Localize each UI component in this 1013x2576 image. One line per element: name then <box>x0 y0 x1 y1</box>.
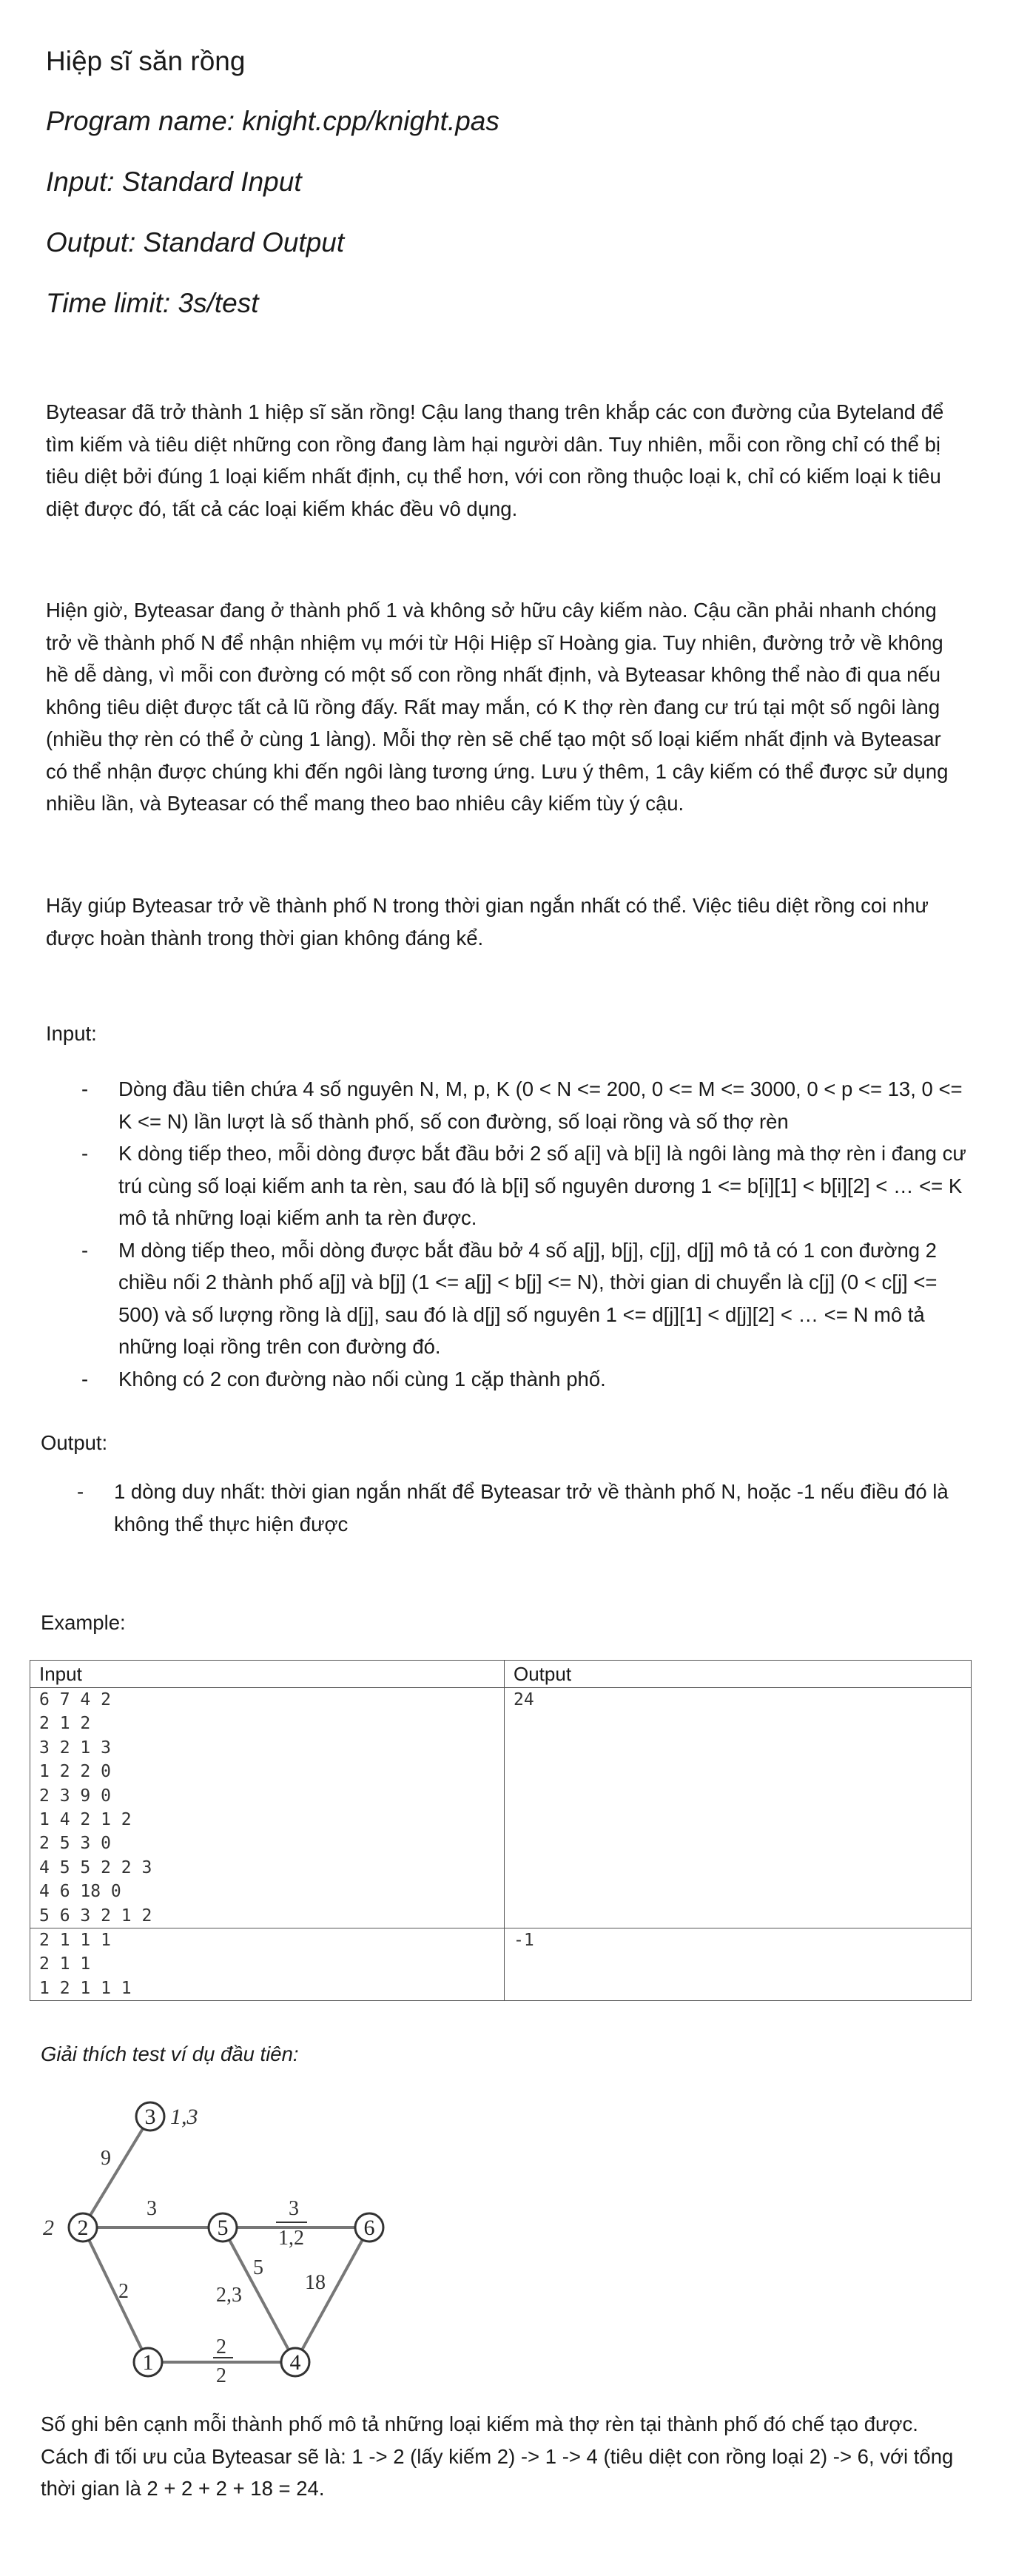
statement-paragraph-1: Byteasar đã trở thành 1 hiệp sĩ săn rồng! Cậu lang thang trên khắp các con đường của Byteland để tìm kiếm và tiêu diệt những con rồng đang làm hại người dân. Tuy nhiên, mỗi con rồng chỉ có thể bị tiêu diệt bởi đúng 1 loại kiếm nhất định, cụ thể hơn, với con rồng thuộc loại k, chỉ có kiếm loại k tiêu diệt được đó, tất cả các loại kiếm khác đều vô dụng. <box>46 400 944 520</box>
table-header-row <box>30 1661 972 1688</box>
table-row <box>30 1928 972 2001</box>
edge-time-label: 3 <box>147 2197 157 2220</box>
edge-dragon-label: 1,2 <box>278 2227 304 2250</box>
time-limit: Time limit: 3s/test <box>46 288 259 318</box>
sword-types-node-3: 1,3 <box>170 2105 198 2129</box>
input-item: - M dòng tiếp theo, mỗi dòng được bắt đầu bở 4 số a[j], b[j], c[j], d[j] mô tả có 1 con đường 2 chiều nối 2 thành phố a[j] và b[j] (1 <= a[j] < b[j] <= N), thời gian di chuyển là c[j] (0 < c[j] <= 500) và số lượng rồng là d[j], sau đó là d[j] số nguyên 1 <= d[j][1] < d[j][2] < … <= N mô tả những loại rồng trên con đường đó. <box>81 1234 968 1363</box>
output-column-header: Output <box>505 1661 972 1688</box>
example-input-cell: 6 7 4 2 2 1 2 3 2 1 3 1 2 2 0 2 3 9 0 1 4 2 1 2 2 5 3 0 4 5 5 2 2 3 4 6 18 0 5 6 3 2 1 2 <box>30 1688 505 1928</box>
node-label: 3 <box>144 2105 156 2129</box>
edge-time-label: 2 <box>216 2335 226 2358</box>
explanation-caption: Giải thích test ví dụ đầu tiên: <box>41 2042 299 2065</box>
output-spec: Output: Standard Output <box>46 227 345 258</box>
edge-2-3 <box>83 2116 150 2227</box>
edge-time-label: 9 <box>101 2147 111 2170</box>
output-item: - 1 dòng duy nhất: thời gian ngắn nhất để Byteasar trở về thành phố N, hoặc -1 nếu điều đó là không thể thực hiện được <box>77 1476 968 1540</box>
example-output-cell: 24 <box>505 1688 972 1928</box>
edge-dragon-label: 2 <box>216 2364 226 2387</box>
node-label: 2 <box>77 2216 89 2240</box>
example-table <box>30 1660 972 2001</box>
explanation-text: Số ghi bên cạnh mỗi thành phố mô tả những loại kiếm mà thợ rèn tại thành phố đó chế tạo được. Cách đi tối ưu của Byteasar sẽ là: 1 -> 2 (lấy kiếm 2) -> 1 -> 4 (tiêu diệt con rồng loại 2) -> 6, với tổng thời gian là 2 + 2 + 2 + 18 = 24. <box>41 2412 954 2500</box>
input-list <box>81 1073 968 1395</box>
node-label: 6 <box>363 2216 375 2240</box>
example-graph-diagram <box>30 2076 444 2401</box>
edge-dragon-label: 2,3 <box>216 2284 242 2307</box>
output-label: Output: <box>41 1431 108 1454</box>
edge-time-label: 5 <box>253 2256 263 2279</box>
edge-time-label: 3 <box>289 2197 299 2220</box>
statement-paragraph-2: Hiện giờ, Byteasar đang ở thành phố 1 và không sở hữu cây kiếm nào. Cậu cần phải nhanh chóng trở về thành phố N để nhận nhiệm vụ mới từ Hội Hiệp sĩ Hoàng gia. Tuy nhiên, đường trở về không hề dễ dàng, vì mỗi con đường có một số con rồng nhất định, và Byteasar không thể nào đi qua nếu không tiêu diệt được tất cả lũ rồng đấy. Rất may mắn, có K thợ rèn đang cư trú tại một số ngôi làng (nhiều thợ rèn có thể ở cùng 1 làng). Mỗi thợ rèn sẽ chế tạo một số loại kiếm nhất định và Byteasar có thể nhận được chúng khi đến ngôi làng tương ứng. Lưu ý thêm, 1 cây kiếm có thể được sử dụng nhiều lần, và Byteasar có thể mang theo bao nhiêu cây kiếm tùy ý cậu. <box>46 599 949 815</box>
input-label: Input: <box>46 1022 97 1045</box>
edge-2-1 <box>83 2227 148 2362</box>
example-output-cell: -1 <box>505 1928 972 2001</box>
edge-time-label: 2 <box>118 2280 129 2303</box>
input-item: - Dòng đầu tiên chứa 4 số nguyên N, M, p, K (0 < N <= 200, 0 <= M <= 3000, 0 < p <= 13, 0 <= K <= N) lần lượt là số thành phố, số con đường, số loại rồng và số thợ rèn <box>81 1073 968 1137</box>
sword-types-node-2: 2 <box>43 2216 54 2240</box>
edge-4-6 <box>295 2227 369 2362</box>
example-input-cell: 2 1 1 1 2 1 1 1 2 1 1 1 <box>30 1928 505 2001</box>
node-label: 5 <box>217 2216 229 2240</box>
table-row <box>30 1688 972 1928</box>
program-name: Program name: knight.cpp/knight.pas <box>46 106 499 136</box>
output-list <box>77 1476 968 1540</box>
input-item: - K dòng tiếp theo, mỗi dòng được bắt đầu bởi 2 số a[i] và b[i] là ngôi làng mà thợ rèn i đang cư trú cùng số loại kiếm anh ta rèn, sau đó là b[i] số nguyên dương 1 <= b[i][1] < b[i][2] < … <= K mô tả những loại kiếm anh ta rèn được. <box>81 1137 968 1234</box>
input-item: - Không có 2 con đường nào nối cùng 1 cặp thành phố. <box>81 1363 968 1396</box>
node-label: 1 <box>142 2350 154 2375</box>
input-spec: Input: Standard Input <box>46 167 302 197</box>
problem-title: Hiệp sĩ săn rồng <box>46 46 246 76</box>
example-label: Example: <box>41 1611 126 1634</box>
node-label: 4 <box>289 2350 301 2375</box>
statement-paragraph-3: Hãy giúp Byteasar trở về thành phố N trong thời gian ngắn nhất có thể. Việc tiêu diệt rồng coi như được hoàn thành trong thời gian không đáng kể. <box>46 894 929 949</box>
input-column-header: Input <box>30 1661 505 1688</box>
edge-time-label: 18 <box>305 2271 326 2294</box>
